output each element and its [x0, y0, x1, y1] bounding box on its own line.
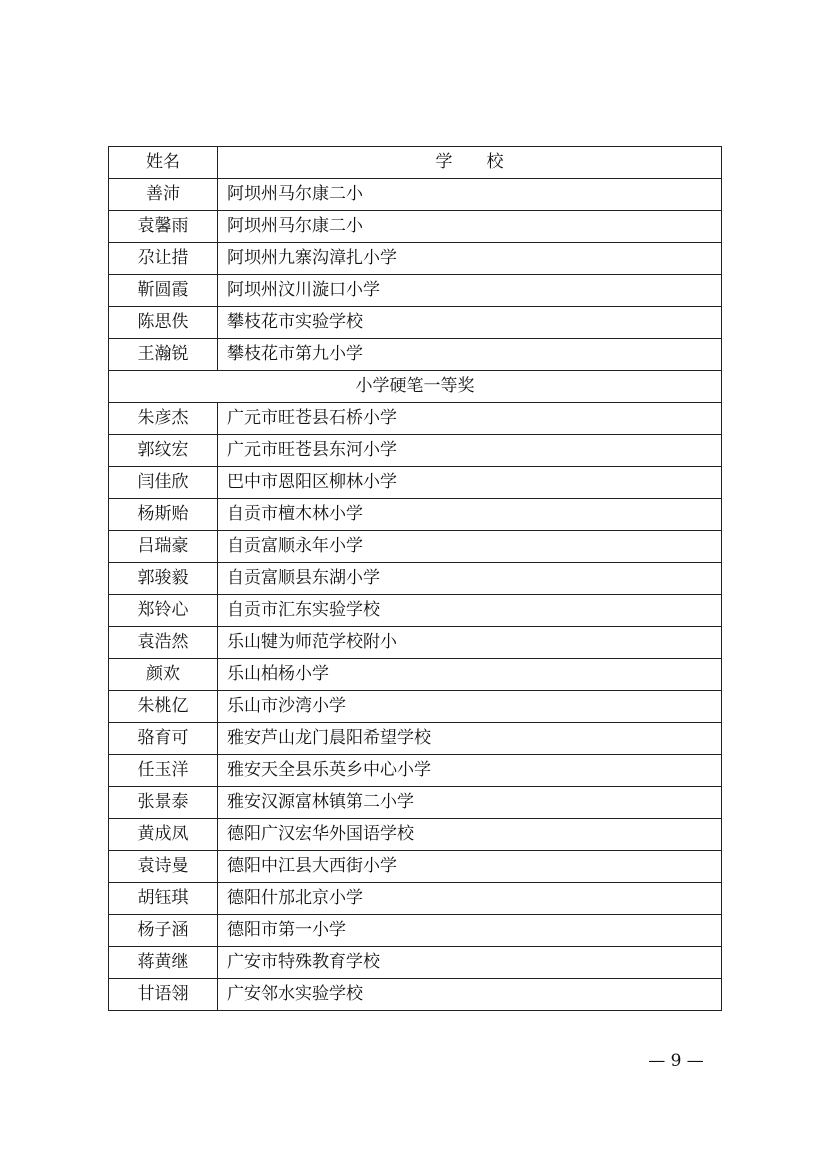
school-name-cell: 广安邻水实验学校	[218, 979, 722, 1011]
table-row	[109, 979, 722, 1011]
student-name-cell: 任玉洋	[109, 755, 218, 787]
school-name-cell: 自贡富顺永年小学	[218, 531, 722, 563]
header-name-cell: 姓名	[109, 147, 218, 179]
school-name-cell: 雅安芦山龙门晨阳希望学校	[218, 723, 722, 755]
table-row	[109, 819, 722, 851]
award-list-table	[108, 146, 722, 1011]
table-row	[109, 403, 722, 435]
student-name-cell: 张景泰	[109, 787, 218, 819]
student-name-cell: 袁诗曼	[109, 851, 218, 883]
award-list-table-body	[109, 147, 722, 1011]
table-row	[109, 723, 722, 755]
school-name-cell: 德阳市第一小学	[218, 915, 722, 947]
student-name-cell: 杨斯贻	[109, 499, 218, 531]
section-title: 小学硬笔一等奖	[109, 371, 722, 403]
school-name-cell: 德阳中江县大西街小学	[218, 851, 722, 883]
school-name-cell: 阿坝州汶川漩口小学	[218, 275, 722, 307]
student-name-cell: 吕瑞豪	[109, 531, 218, 563]
table-row	[109, 851, 722, 883]
student-name-cell: 朱桃亿	[109, 691, 218, 723]
school-name-cell: 自贡富顺县东湖小学	[218, 563, 722, 595]
table-row	[109, 307, 722, 339]
student-name-cell: 陈思佚	[109, 307, 218, 339]
student-name-cell: 袁浩然	[109, 627, 218, 659]
school-name-cell: 攀枝花市第九小学	[218, 339, 722, 371]
table-row	[109, 595, 722, 627]
school-name-cell: 乐山犍为师范学校附小	[218, 627, 722, 659]
student-name-cell: 黄成凤	[109, 819, 218, 851]
table-row	[109, 499, 722, 531]
school-name-cell: 德阳什邡北京小学	[218, 883, 722, 915]
student-name-cell: 杨子涵	[109, 915, 218, 947]
table-row	[109, 883, 722, 915]
student-name-cell: 甘语翎	[109, 979, 218, 1011]
table-row	[109, 435, 722, 467]
table-header-row	[109, 147, 722, 179]
student-name-cell: 骆育可	[109, 723, 218, 755]
school-name-cell: 攀枝花市实验学校	[218, 307, 722, 339]
header-school-cell: 学 校	[218, 147, 722, 179]
table-row	[109, 531, 722, 563]
school-name-cell: 巴中市恩阳区柳林小学	[218, 467, 722, 499]
table-row	[109, 275, 722, 307]
school-name-cell: 乐山市沙湾小学	[218, 691, 722, 723]
school-name-cell: 雅安汉源富林镇第二小学	[218, 787, 722, 819]
student-name-cell: 朱彦杰	[109, 403, 218, 435]
school-name-cell: 德阳广汉宏华外国语学校	[218, 819, 722, 851]
student-name-cell: 袁馨雨	[109, 211, 218, 243]
table-row	[109, 755, 722, 787]
school-name-cell: 广安市特殊教育学校	[218, 947, 722, 979]
student-name-cell: 郭骏毅	[109, 563, 218, 595]
table-row	[109, 627, 722, 659]
school-name-cell: 阿坝州马尔康二小	[218, 179, 722, 211]
table-row	[109, 947, 722, 979]
student-name-cell: 蒋黄继	[109, 947, 218, 979]
section-title-row	[109, 371, 722, 403]
school-name-cell: 阿坝州马尔康二小	[218, 211, 722, 243]
page-number: — 9 —	[648, 1051, 704, 1071]
school-name-cell: 广元市旺苍县东河小学	[218, 435, 722, 467]
school-name-cell: 自贡市汇东实验学校	[218, 595, 722, 627]
table-row	[109, 339, 722, 371]
table-row	[109, 467, 722, 499]
table-row	[109, 179, 722, 211]
school-name-cell: 乐山柏杨小学	[218, 659, 722, 691]
student-name-cell: 颜欢	[109, 659, 218, 691]
student-name-cell: 胡钰琪	[109, 883, 218, 915]
school-name-cell: 广元市旺苍县石桥小学	[218, 403, 722, 435]
table-row	[109, 211, 722, 243]
table-row	[109, 787, 722, 819]
student-name-cell: 郑铃心	[109, 595, 218, 627]
table-row	[109, 915, 722, 947]
table-row	[109, 563, 722, 595]
student-name-cell: 闫佳欣	[109, 467, 218, 499]
student-name-cell: 靳圆霞	[109, 275, 218, 307]
student-name-cell: 郭纹宏	[109, 435, 218, 467]
student-name-cell: 尕让措	[109, 243, 218, 275]
school-name-cell: 阿坝州九寨沟漳扎小学	[218, 243, 722, 275]
student-name-cell: 善沛	[109, 179, 218, 211]
student-name-cell: 王瀚锐	[109, 339, 218, 371]
school-name-cell: 自贡市檀木林小学	[218, 499, 722, 531]
school-name-cell: 雅安天全县乐英乡中心小学	[218, 755, 722, 787]
table-row	[109, 243, 722, 275]
table-row	[109, 691, 722, 723]
table-row	[109, 659, 722, 691]
